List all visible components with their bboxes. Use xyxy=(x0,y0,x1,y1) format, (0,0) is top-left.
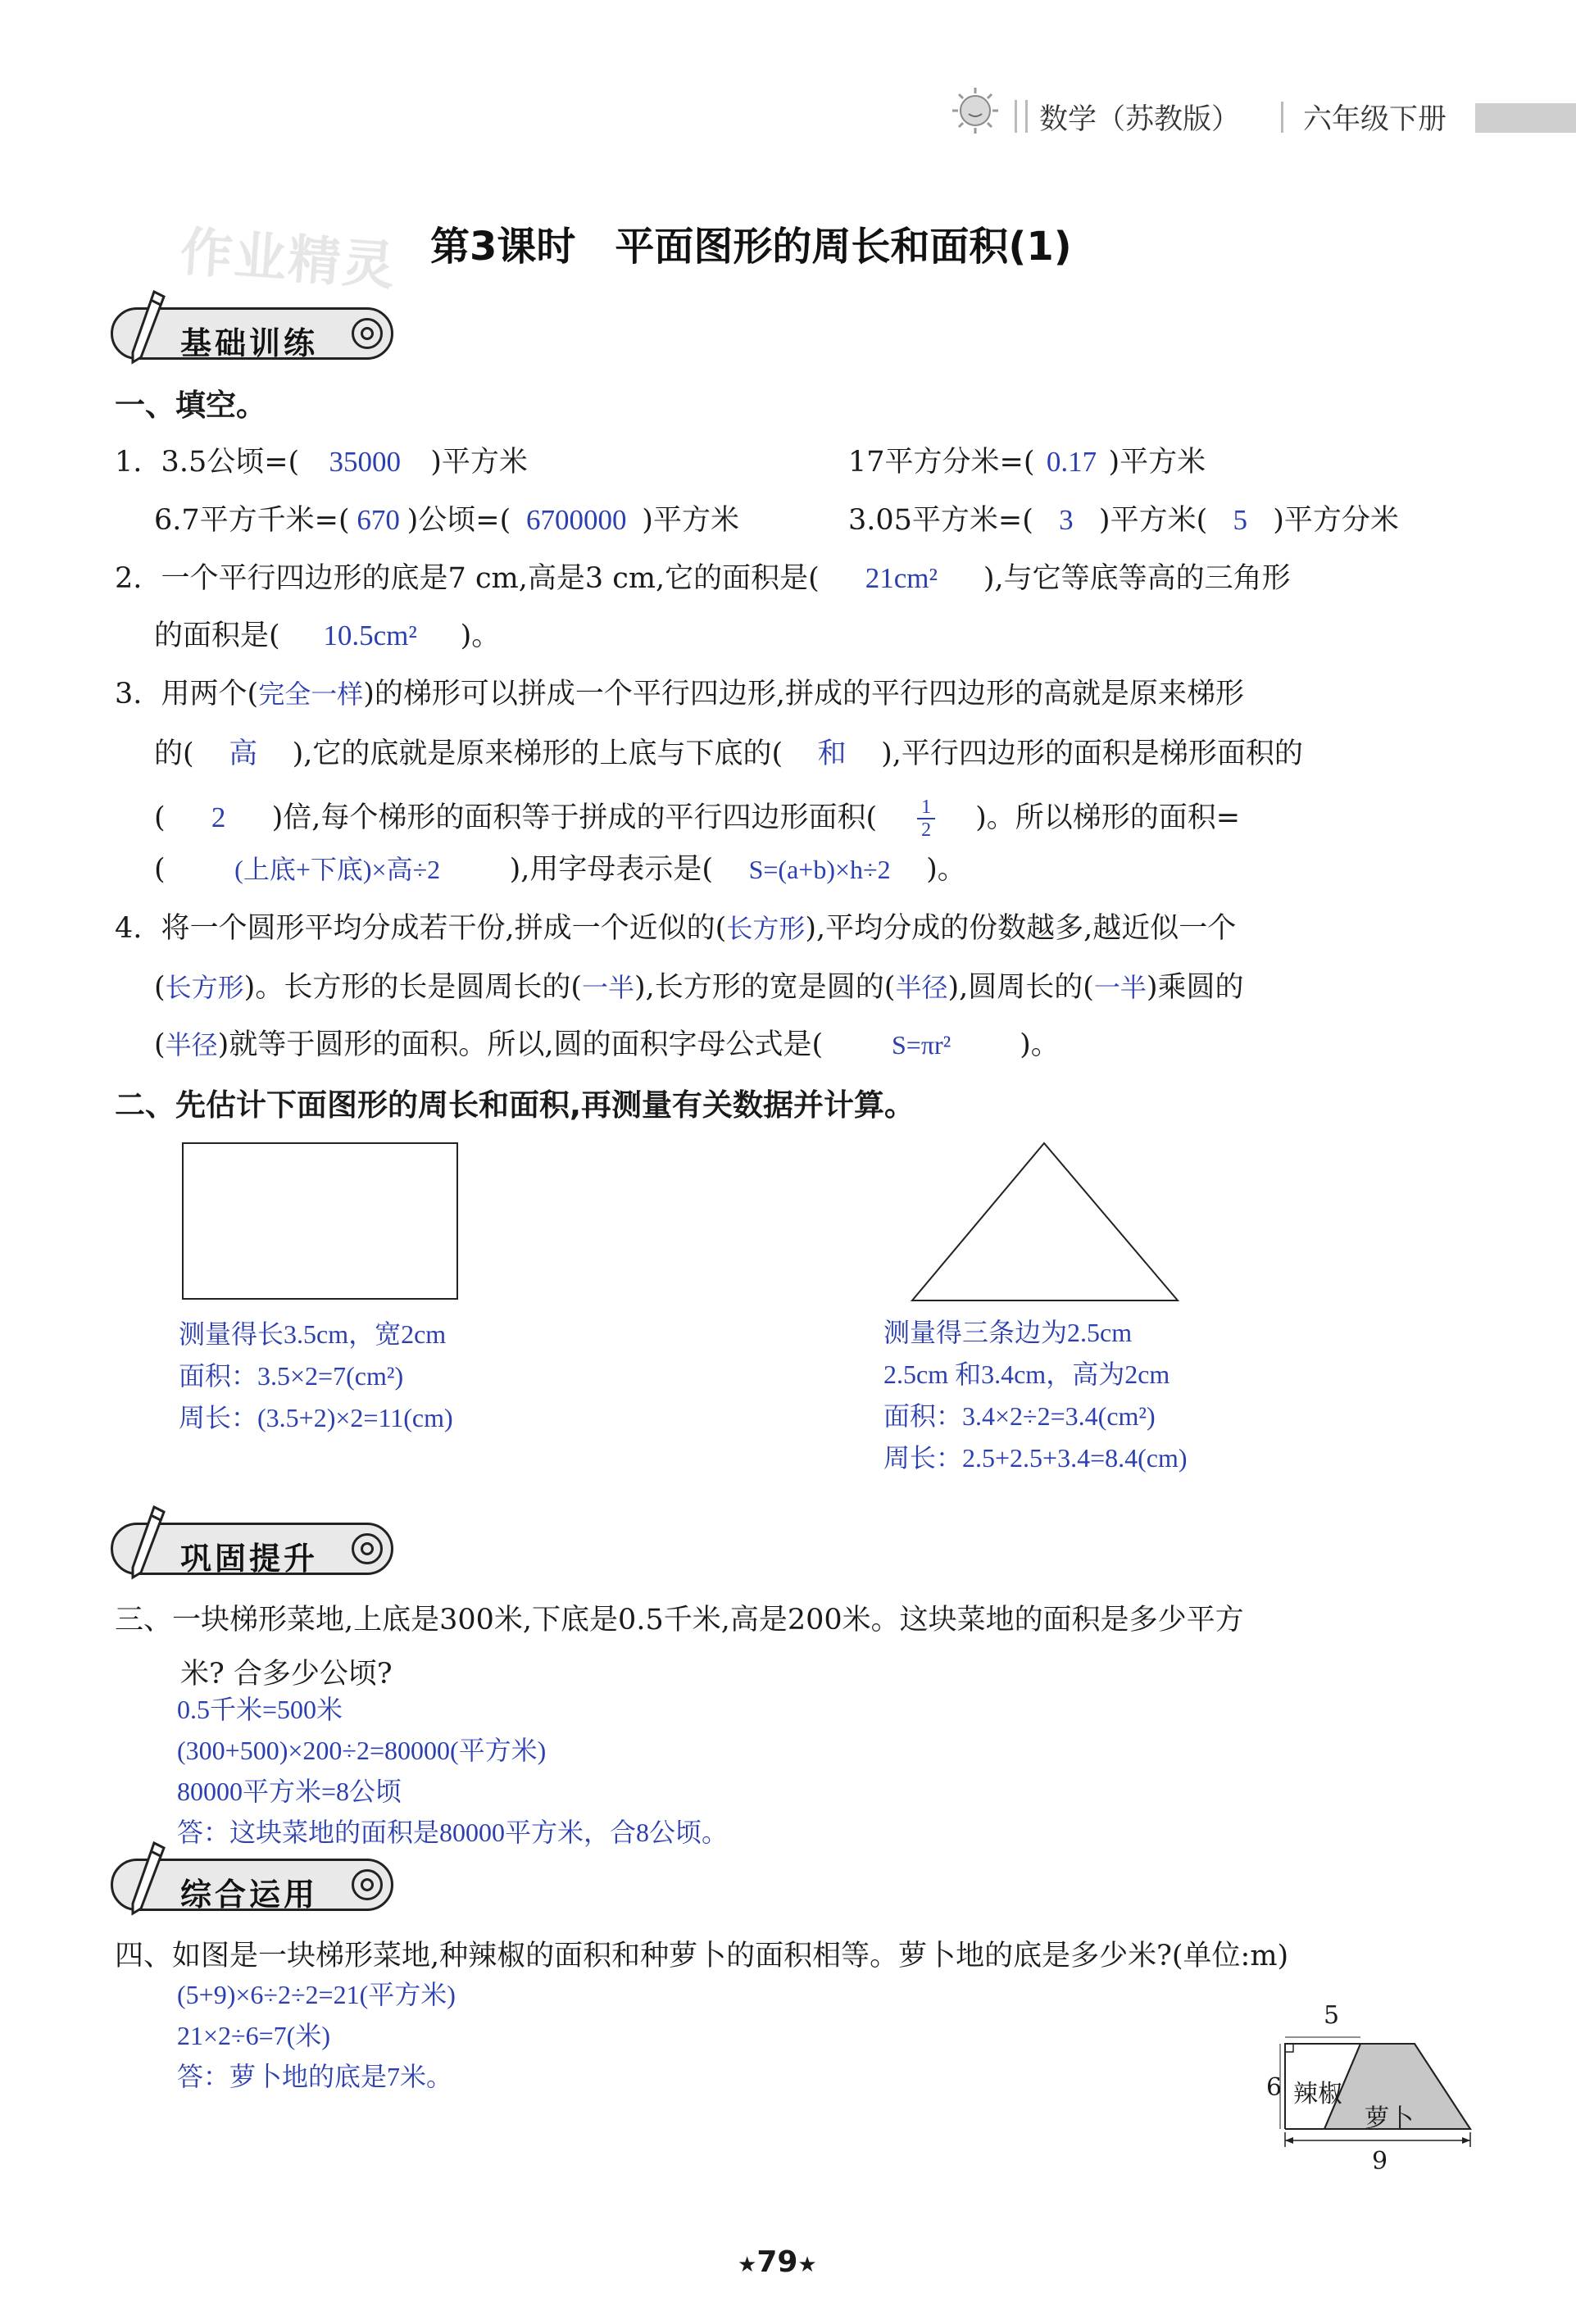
answer: 21cm² xyxy=(865,562,938,594)
badge-label: 综合运用 xyxy=(180,1877,319,1913)
answer: 一半 xyxy=(1093,973,1147,1002)
ring-icon xyxy=(352,1869,383,1900)
answer: 10.5cm² xyxy=(323,620,417,651)
page-number: ★79★ xyxy=(738,2245,817,2279)
header-decoration xyxy=(951,86,1000,135)
part3-answer-line3: 80000平方米=8公顷 xyxy=(177,1777,402,1806)
star-icon: ★ xyxy=(738,2253,757,2277)
q3-line2: 的( 高 ),它的底就是原来梯形的上底与下底的( 和 ),平行四边形的面积是梯形面积的 xyxy=(154,738,1303,770)
part4-answer-line1: (5+9)×6÷2÷2=21(平方米) xyxy=(177,1980,456,2009)
part2-heading: 二、先估计下面图形的周长和面积,再测量有关数据并计算。 xyxy=(115,1087,915,1123)
answer: 35000 xyxy=(329,446,401,478)
figure-label-left: 6 xyxy=(1266,2073,1283,2102)
answer: 5 xyxy=(1233,504,1247,536)
q4-line1: 4. 将一个圆形平均分成若干份,拼成一个近似的(长方形),平均分成的份数越多,越近似一个 xyxy=(115,912,1237,945)
header-subject: 数学（苏教版） xyxy=(1039,103,1241,136)
part4-answer-line2: 21×2÷6=7(米) xyxy=(177,2021,330,2050)
part3-answer-line4: 答：这块菜地的面积是80000平方米，合8公顷。 xyxy=(177,1818,729,1847)
part3-heading-line1: 三、一块梯形菜地,上底是300米,下底是0.5千米,高是200米。这块菜地的面积是多少平方 xyxy=(115,1604,1244,1636)
q3-line3: ( 2 )倍,每个梯形的面积等于拼成的平行四边形面积( $\frac{1}{2}$ )。所以梯形的面积= xyxy=(154,797,1241,842)
answer: 半径 xyxy=(895,973,948,1002)
q2-line2: 的面积是( 10.5cm² )。 xyxy=(154,620,501,652)
watermark: 作业精灵 xyxy=(178,221,398,298)
answer: 0.17 xyxy=(1046,446,1097,478)
answer: 长方形 xyxy=(165,973,244,1002)
fraction-denominator: 2 xyxy=(921,819,932,842)
fraction-answer xyxy=(877,797,975,842)
ring-icon xyxy=(352,1533,383,1564)
rect-answer-line2: 面积：3.5×2=7(cm²) xyxy=(179,1361,404,1391)
answer: S=πr² xyxy=(891,1030,952,1060)
q3-line1: 3. 用两个(完全一样)的梯形可以拼成一个平行四边形,拼成的平行四边形的高就是原来梯形 xyxy=(115,678,1245,710)
part3-heading-line2: 米? 合多少公顷? xyxy=(180,1658,393,1691)
part4-answer-line3: 答：萝卜地的底是7米。 xyxy=(177,2062,453,2091)
q4-line2: (长方形)。长方形的长是圆周长的(一半),长方形的宽是圆的(半径),圆周长的(一半)乘圆的 xyxy=(154,971,1244,1004)
q1-line2b: 3.05平方米=( 3 )平方米( 5 )平方分米 xyxy=(848,504,1399,537)
tri-answer-line2: 2.5cm 和3.4cm，高为2cm xyxy=(883,1359,1170,1389)
figure-region-radish: 萝卜 xyxy=(1365,2104,1414,2133)
pencil-icon xyxy=(123,1838,172,1920)
figure-label-top: 5 xyxy=(1324,2001,1340,2030)
part3-answer-line2: (300+500)×200÷2=80000(平方米) xyxy=(177,1736,547,1765)
answer: 完全一样 xyxy=(258,679,364,709)
figure-label-bottom: 9 xyxy=(1369,2147,1391,2176)
header-grade: 六年级下册 xyxy=(1303,103,1447,136)
sun-icon xyxy=(951,86,1000,135)
answer: 6700000 xyxy=(526,504,627,536)
part1-heading: 一、填空。 xyxy=(115,388,266,423)
answer: 3 xyxy=(1059,504,1074,536)
answer: 2 xyxy=(211,801,226,833)
answer: 和 xyxy=(817,738,847,769)
rect-answer-line3: 周长：(3.5+2)×2=11(cm) xyxy=(179,1403,453,1432)
answer: 长方形 xyxy=(726,914,806,943)
answer: S=(a+b)×h÷2 xyxy=(748,855,891,884)
q2-line1: 2. 一个平行四边形的底是7 cm,高是3 cm,它的面积是( 21cm² ),与它等底等高的三角形 xyxy=(115,562,1291,595)
header-bar xyxy=(1475,103,1576,133)
section-badge-basic xyxy=(111,307,393,360)
figure-region-pepper: 辣椒 xyxy=(1293,2080,1342,2108)
answer: (上底+下底)×高÷2 xyxy=(234,855,441,884)
q4-line3: (半径)就等于圆形的面积。所以,圆的面积字母公式是( S=πr² )。 xyxy=(154,1028,1060,1061)
badge-label: 巩固提升 xyxy=(180,1541,319,1577)
q1-line2a: 6.7平方千米=( 670 )公顷=( 6700000 )平方米 xyxy=(154,504,739,537)
q1-line1a: 1. 3.5公顷=( 35000 )平方米 xyxy=(115,446,528,479)
q1-line1b: 17平方分米=( 0.17 )平方米 xyxy=(848,446,1206,479)
part3-answer-line1: 0.5千米=500米 xyxy=(177,1695,343,1724)
pencil-icon xyxy=(123,287,172,369)
answer: 高 xyxy=(229,738,258,769)
pencil-icon xyxy=(123,1502,172,1584)
tri-answer-line1: 测量得三条边为2.5cm xyxy=(883,1318,1133,1347)
rect-answer-line1: 测量得长3.5cm，宽2cm xyxy=(179,1319,447,1349)
tri-answer-line4: 周长：2.5+2.5+3.4=8.4(cm) xyxy=(883,1443,1188,1473)
ring-icon xyxy=(352,318,383,349)
section-badge-apply xyxy=(111,1859,393,1911)
tri-answer-line3: 面积：3.4×2÷2=3.4(cm²) xyxy=(883,1401,1156,1431)
triangle-figure xyxy=(910,1139,1180,1303)
header-divider-left xyxy=(1015,100,1028,133)
answer: 半径 xyxy=(165,1030,218,1060)
star-icon: ★ xyxy=(797,2253,817,2277)
page-title: 第3课时 平面图形的周长和面积(1) xyxy=(430,224,1072,270)
answer: 一半 xyxy=(581,973,634,1002)
part4-heading: 四、如图是一块梯形菜地,种辣椒的面积和种萝卜的面积相等。萝卜地的底是多少米?(单位:m) xyxy=(115,1940,1289,1972)
section-badge-consolidate xyxy=(111,1523,393,1575)
answer: 670 xyxy=(357,504,400,536)
q3-line4: ( (上底+下底)×高÷2 ),用字母表示是( S=(a+b)×h÷2 )。 xyxy=(154,853,966,886)
fraction-numerator: 1 xyxy=(917,797,935,819)
rectangle-figure xyxy=(182,1142,458,1300)
header-divider-mid xyxy=(1281,102,1283,133)
badge-label: 基础训练 xyxy=(180,325,319,361)
